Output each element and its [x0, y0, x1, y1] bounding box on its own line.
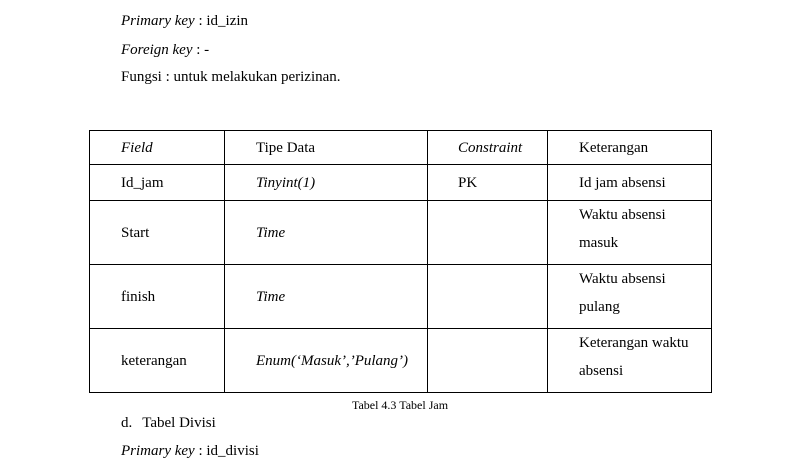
section-number: d.: [121, 415, 133, 431]
primary-key-value: : id_izin: [194, 13, 249, 29]
fungsi-line: Fungsi : untuk melakukan perizinan.: [121, 69, 341, 85]
table-row: [90, 329, 712, 393]
table-header-row: [90, 131, 712, 165]
cell-keterangan: Keterangan waktu absensi: [548, 329, 712, 393]
table-row: [90, 165, 712, 201]
cell-constraint: PK: [428, 165, 548, 201]
cell-field: Start: [90, 201, 225, 265]
header-field: Field: [90, 131, 225, 165]
cell-tipe-data: Time: [225, 201, 428, 265]
primary-key-label: Primary key: [121, 13, 195, 29]
cell-constraint: [428, 329, 548, 393]
table-row: [90, 265, 712, 329]
primary-key-line: [121, 12, 248, 30]
next-primary-key-line: [121, 442, 259, 460]
cell-tipe-data: Tinyint(1): [225, 165, 428, 201]
next-primary-key-value: : id_divisi: [194, 443, 259, 459]
cell-tipe-data: Enum(‘Masuk’,’Pulang’): [225, 329, 428, 393]
cell-constraint: [428, 265, 548, 329]
foreign-key-line: [121, 41, 209, 59]
cell-keterangan: Waktu absensi masuk: [548, 201, 712, 265]
cell-field: Id_jam: [90, 165, 225, 201]
cell-field: keterangan: [90, 329, 225, 393]
table-caption: Tabel 4.3 Tabel Jam: [351, 398, 449, 412]
section-title: Tabel Divisi: [142, 415, 216, 431]
cell-tipe-data: Time: [225, 265, 428, 329]
next-primary-key-label: Primary key: [121, 443, 195, 459]
section-heading: [121, 414, 216, 432]
table-jam: [89, 130, 712, 393]
foreign-key-label: Foreign key: [121, 42, 193, 58]
header-keterangan: Keterangan: [548, 131, 712, 165]
header-constraint: Constraint: [428, 131, 548, 165]
cell-keterangan: Waktu absensi pulang: [548, 265, 712, 329]
table-row: [90, 201, 712, 265]
foreign-key-value: : -: [192, 42, 210, 58]
cell-constraint: [428, 201, 548, 265]
header-tipe-data: Tipe Data: [225, 131, 428, 165]
cell-field: finish: [90, 265, 225, 329]
cell-keterangan: Id jam absensi: [548, 165, 712, 201]
